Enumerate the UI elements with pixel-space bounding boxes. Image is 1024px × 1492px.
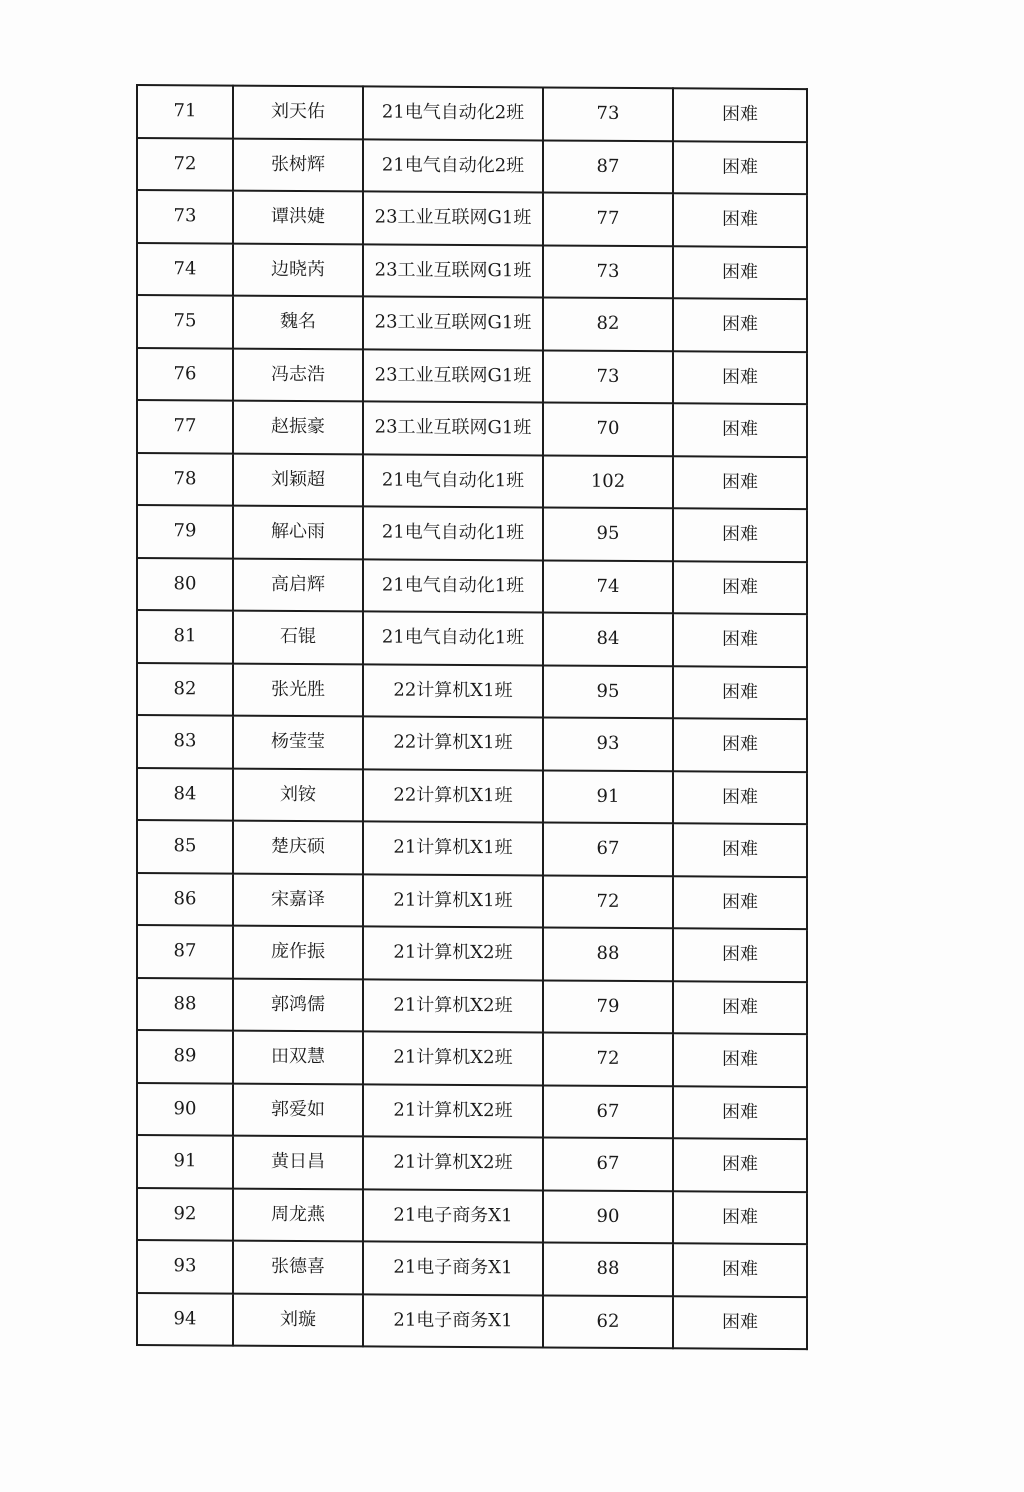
difficulty-level-cell: 困难 <box>673 1033 807 1086</box>
score-cell: 91 <box>543 770 673 823</box>
row-number-cell: 89 <box>137 1030 233 1083</box>
student-name-cell: 刘天佑 <box>233 86 363 139</box>
difficulty-level-cell: 困难 <box>673 1086 807 1139</box>
table-row <box>137 1240 807 1297</box>
score-cell: 88 <box>543 927 673 980</box>
row-number-cell: 88 <box>137 978 233 1031</box>
student-name-cell: 石锟 <box>233 611 363 664</box>
table-row <box>137 715 807 772</box>
difficulty-level-cell: 困难 <box>673 666 807 719</box>
class-name-cell: 23工业互联网G1班 <box>363 401 543 455</box>
row-number-cell: 85 <box>137 820 233 873</box>
student-name-cell: 田双慧 <box>233 1031 363 1084</box>
difficulty-level-cell: 困难 <box>673 351 807 404</box>
difficulty-level-cell: 困难 <box>673 508 807 561</box>
student-name-cell: 刘璇 <box>233 1293 363 1346</box>
student-name-cell: 冯志浩 <box>233 348 363 401</box>
score-cell: 70 <box>543 402 673 455</box>
difficulty-level-cell: 困难 <box>673 246 807 299</box>
table-row <box>137 1135 807 1192</box>
row-number-cell: 84 <box>137 768 233 821</box>
student-name-cell: 张德喜 <box>233 1241 363 1294</box>
student-name-cell: 宋嘉译 <box>233 873 363 926</box>
score-cell: 73 <box>543 245 673 298</box>
score-cell: 102 <box>543 455 673 508</box>
difficulty-level-cell: 困难 <box>673 771 807 824</box>
class-name-cell: 23工业互联网G1班 <box>363 191 543 245</box>
class-name-cell: 21电气自动化1班 <box>363 559 543 613</box>
class-name-cell: 21计算机X2班 <box>363 926 543 980</box>
score-cell: 87 <box>543 140 673 193</box>
difficulty-level-cell: 困难 <box>673 88 807 141</box>
difficulty-level-cell: 困难 <box>673 1296 807 1349</box>
class-name-cell: 22计算机X1班 <box>363 769 543 823</box>
score-cell: 88 <box>543 1242 673 1295</box>
table-row <box>137 243 807 300</box>
score-cell: 72 <box>543 875 673 928</box>
table-row <box>137 610 807 667</box>
table-row <box>137 138 807 195</box>
score-cell: 73 <box>543 350 673 403</box>
difficulty-level-cell: 困难 <box>673 928 807 981</box>
difficulty-level-cell: 困难 <box>673 718 807 771</box>
row-number-cell: 92 <box>137 1188 233 1241</box>
class-name-cell: 21电气自动化1班 <box>363 454 543 508</box>
row-number-cell: 73 <box>137 190 233 243</box>
row-number-cell: 72 <box>137 138 233 191</box>
row-number-cell: 80 <box>137 558 233 611</box>
difficulty-level-cell: 困难 <box>673 193 807 246</box>
row-number-cell: 75 <box>137 295 233 348</box>
class-name-cell: 21计算机X2班 <box>363 979 543 1033</box>
score-cell: 93 <box>543 717 673 770</box>
table-row <box>137 768 807 825</box>
class-name-cell: 21计算机X2班 <box>363 1136 543 1190</box>
score-cell: 79 <box>543 980 673 1033</box>
row-number-cell: 71 <box>137 85 233 138</box>
student-table-body <box>137 85 807 1349</box>
table-row <box>137 348 807 405</box>
difficulty-level-cell: 困难 <box>673 981 807 1034</box>
difficulty-level-cell: 困难 <box>673 1243 807 1296</box>
class-name-cell: 21计算机X2班 <box>363 1084 543 1138</box>
difficulty-level-cell: 困难 <box>673 823 807 876</box>
table-row <box>137 295 807 352</box>
table-row <box>137 190 807 247</box>
row-number-cell: 79 <box>137 505 233 558</box>
table-row <box>137 663 807 720</box>
student-name-cell: 谭洪婕 <box>233 191 363 244</box>
class-name-cell: 21电子商务X1 <box>363 1189 543 1243</box>
row-number-cell: 87 <box>137 925 233 978</box>
student-name-cell: 边晓芮 <box>233 243 363 296</box>
row-number-cell: 90 <box>137 1083 233 1136</box>
table-row <box>137 873 807 930</box>
row-number-cell: 77 <box>137 400 233 453</box>
score-cell: 74 <box>543 560 673 613</box>
class-name-cell: 23工业互联网G1班 <box>363 296 543 350</box>
class-name-cell: 22计算机X1班 <box>363 664 543 718</box>
row-number-cell: 86 <box>137 873 233 926</box>
class-name-cell: 21计算机X1班 <box>363 821 543 875</box>
student-name-cell: 张树辉 <box>233 138 363 191</box>
class-name-cell: 23工业互联网G1班 <box>363 349 543 403</box>
score-cell: 67 <box>543 822 673 875</box>
student-name-cell: 周龙燕 <box>233 1188 363 1241</box>
table-row <box>137 820 807 877</box>
table-row <box>137 558 807 615</box>
difficulty-level-cell: 困难 <box>673 141 807 194</box>
class-name-cell: 21电子商务X1 <box>363 1294 543 1348</box>
table-row <box>137 453 807 510</box>
score-cell: 73 <box>543 87 673 140</box>
difficulty-level-cell: 困难 <box>673 1138 807 1191</box>
score-cell: 82 <box>543 297 673 350</box>
difficulty-level-cell: 困难 <box>673 1191 807 1244</box>
row-number-cell: 94 <box>137 1293 233 1346</box>
score-cell: 90 <box>543 1190 673 1243</box>
class-name-cell: 21电气自动化1班 <box>363 506 543 560</box>
difficulty-level-cell: 困难 <box>673 456 807 509</box>
row-number-cell: 83 <box>137 715 233 768</box>
score-cell: 95 <box>543 665 673 718</box>
row-number-cell: 74 <box>137 243 233 296</box>
difficulty-level-cell: 困难 <box>673 561 807 614</box>
difficulty-level-cell: 困难 <box>673 876 807 929</box>
row-number-cell: 93 <box>137 1240 233 1293</box>
score-cell: 67 <box>543 1085 673 1138</box>
table-row <box>137 925 807 982</box>
class-name-cell: 22计算机X1班 <box>363 716 543 770</box>
class-name-cell: 21计算机X2班 <box>363 1031 543 1085</box>
table-row <box>137 505 807 562</box>
class-name-cell: 21计算机X1班 <box>363 874 543 928</box>
student-name-cell: 刘颖超 <box>233 453 363 506</box>
class-name-cell: 21电子商务X1 <box>363 1241 543 1295</box>
score-cell: 84 <box>543 612 673 665</box>
difficulty-level-cell: 困难 <box>673 613 807 666</box>
score-cell: 77 <box>543 192 673 245</box>
row-number-cell: 82 <box>137 663 233 716</box>
score-cell: 95 <box>543 507 673 560</box>
table-row <box>137 85 807 142</box>
difficulty-level-cell: 困难 <box>673 403 807 456</box>
score-cell: 67 <box>543 1137 673 1190</box>
row-number-cell: 76 <box>137 348 233 401</box>
class-name-cell: 21电气自动化1班 <box>363 611 543 665</box>
class-name-cell: 23工业互联网G1班 <box>363 244 543 298</box>
table-row <box>137 1188 807 1245</box>
table-row <box>137 400 807 457</box>
class-name-cell: 21电气自动化2班 <box>363 86 543 140</box>
row-number-cell: 81 <box>137 610 233 663</box>
student-name-cell: 张光胜 <box>233 663 363 716</box>
table-row <box>137 978 807 1035</box>
student-name-cell: 郭爱如 <box>233 1083 363 1136</box>
student-name-cell: 楚庆硕 <box>233 821 363 874</box>
student-name-cell: 高启辉 <box>233 558 363 611</box>
score-cell: 72 <box>543 1032 673 1085</box>
student-name-cell: 庞作振 <box>233 926 363 979</box>
student-name-cell: 刘铵 <box>233 768 363 821</box>
class-name-cell: 21电气自动化2班 <box>363 139 543 193</box>
student-name-cell: 魏名 <box>233 296 363 349</box>
score-cell: 62 <box>543 1295 673 1348</box>
student-table <box>136 84 808 1350</box>
student-name-cell: 郭鸿儒 <box>233 978 363 1031</box>
table-row <box>137 1083 807 1140</box>
table-row <box>137 1293 807 1350</box>
table-row <box>137 1030 807 1087</box>
student-name-cell: 黄日昌 <box>233 1136 363 1189</box>
row-number-cell: 91 <box>137 1135 233 1188</box>
student-name-cell: 赵振豪 <box>233 401 363 454</box>
row-number-cell: 78 <box>137 453 233 506</box>
student-name-cell: 解心雨 <box>233 506 363 559</box>
student-name-cell: 杨莹莹 <box>233 716 363 769</box>
difficulty-level-cell: 困难 <box>673 298 807 351</box>
